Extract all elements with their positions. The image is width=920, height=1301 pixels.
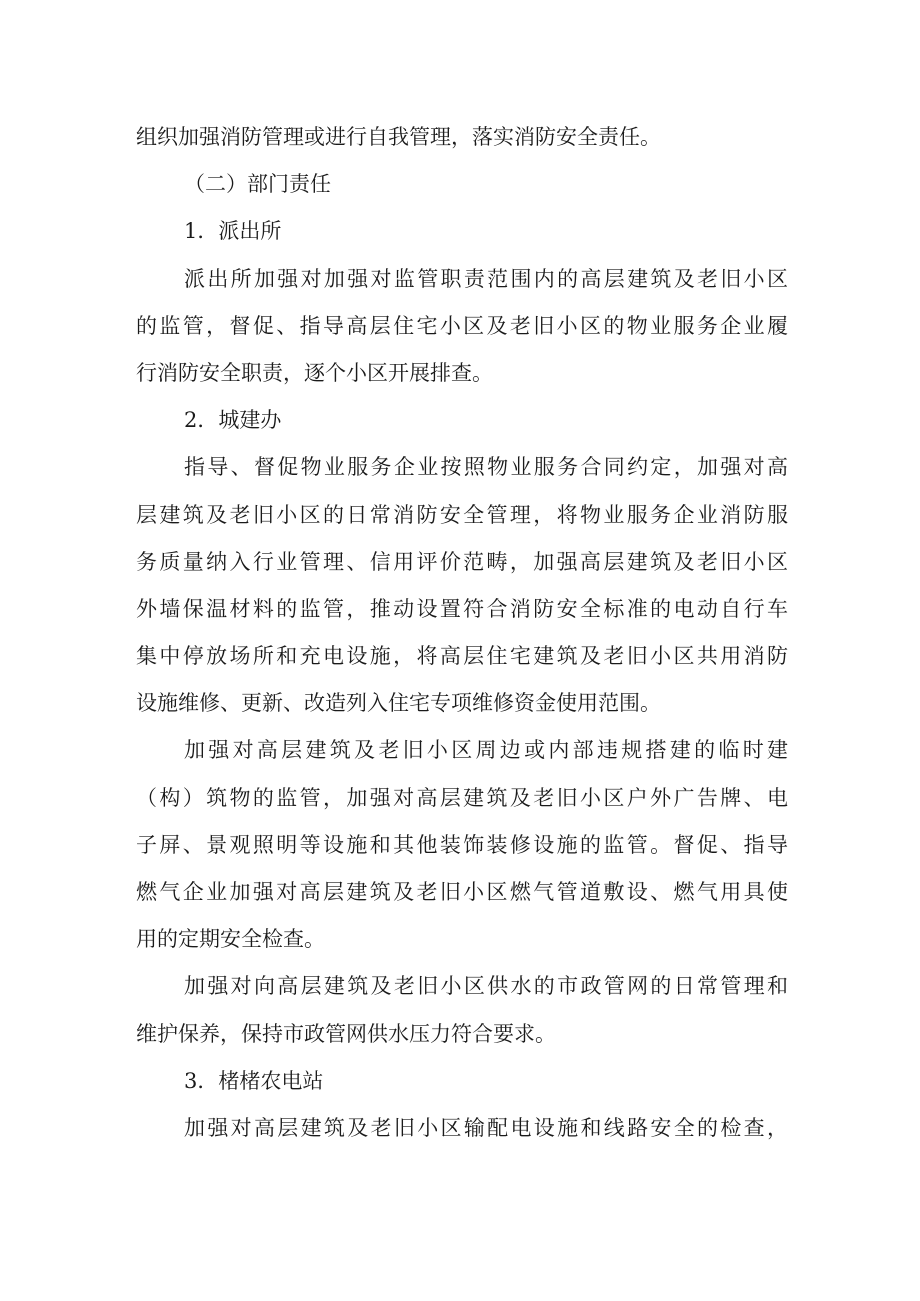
subsection-heading: 2．城建办 <box>184 408 282 433</box>
body-line: 层建筑及老旧小区的日常消防安全管理，将物业服务企业消防服 <box>136 502 788 527</box>
body-line: 组织加强消防管理或进行自我管理，落实消防安全责任。 <box>136 125 661 149</box>
body-line: 外墙保温材料的监管，推动设置符合消防安全标准的电动自行车 <box>136 596 788 621</box>
paragraph-first-line: 指导、督促物业服务企业按照物业服务合同约定，加强对高 <box>184 455 788 480</box>
paragraph-first-line: 加强对高层建筑及老旧小区周边或内部违规搭建的临时建 <box>184 738 788 763</box>
body-line: 用的定期安全检查。 <box>136 927 325 952</box>
body-line: （构）筑物的监管，加强对高层建筑及老旧小区户外广告牌、电 <box>136 785 788 810</box>
subsection-heading: 3．楮楮农电站 <box>184 1068 324 1093</box>
paragraph-first-line: 派出所加强对加强对监管职责范围内的高层建筑及老旧小区 <box>184 266 788 291</box>
subsection-heading: 1．派出所 <box>184 219 282 244</box>
document-page <box>136 114 788 1152</box>
body-line: 设施维修、更新、改造列入住宅专项维修资金使用范围。 <box>136 691 661 716</box>
section-heading: （二）部门责任 <box>184 172 331 197</box>
body-line: 集中停放场所和充电设施，将高层住宅建筑及老旧小区共用消防 <box>136 644 788 669</box>
body-line: 子屏、景观照明等设施和其他装饰装修设施的监管。督促、指导 <box>136 832 788 857</box>
body-line: 的监管，督促、指导高层住宅小区及老旧小区的物业服务企业履 <box>136 313 788 338</box>
body-line: 维护保养，保持市政管网供水压力符合要求。 <box>136 1021 556 1046</box>
paragraph-first-line: 加强对向高层建筑及老旧小区供水的市政管网的日常管理和 <box>184 974 788 999</box>
body-line: 行消防安全职责，逐个小区开展排查。 <box>136 360 493 385</box>
body-line: 务质量纳入行业管理、信用评价范畴，加强高层建筑及老旧小区 <box>136 549 788 574</box>
paragraph-first-line: 加强对高层建筑及老旧小区输配电设施和线路安全的检查， <box>184 1115 788 1140</box>
body-line: 燃气企业加强对高层建筑及老旧小区燃气管道敷设、燃气用具使 <box>136 880 788 904</box>
